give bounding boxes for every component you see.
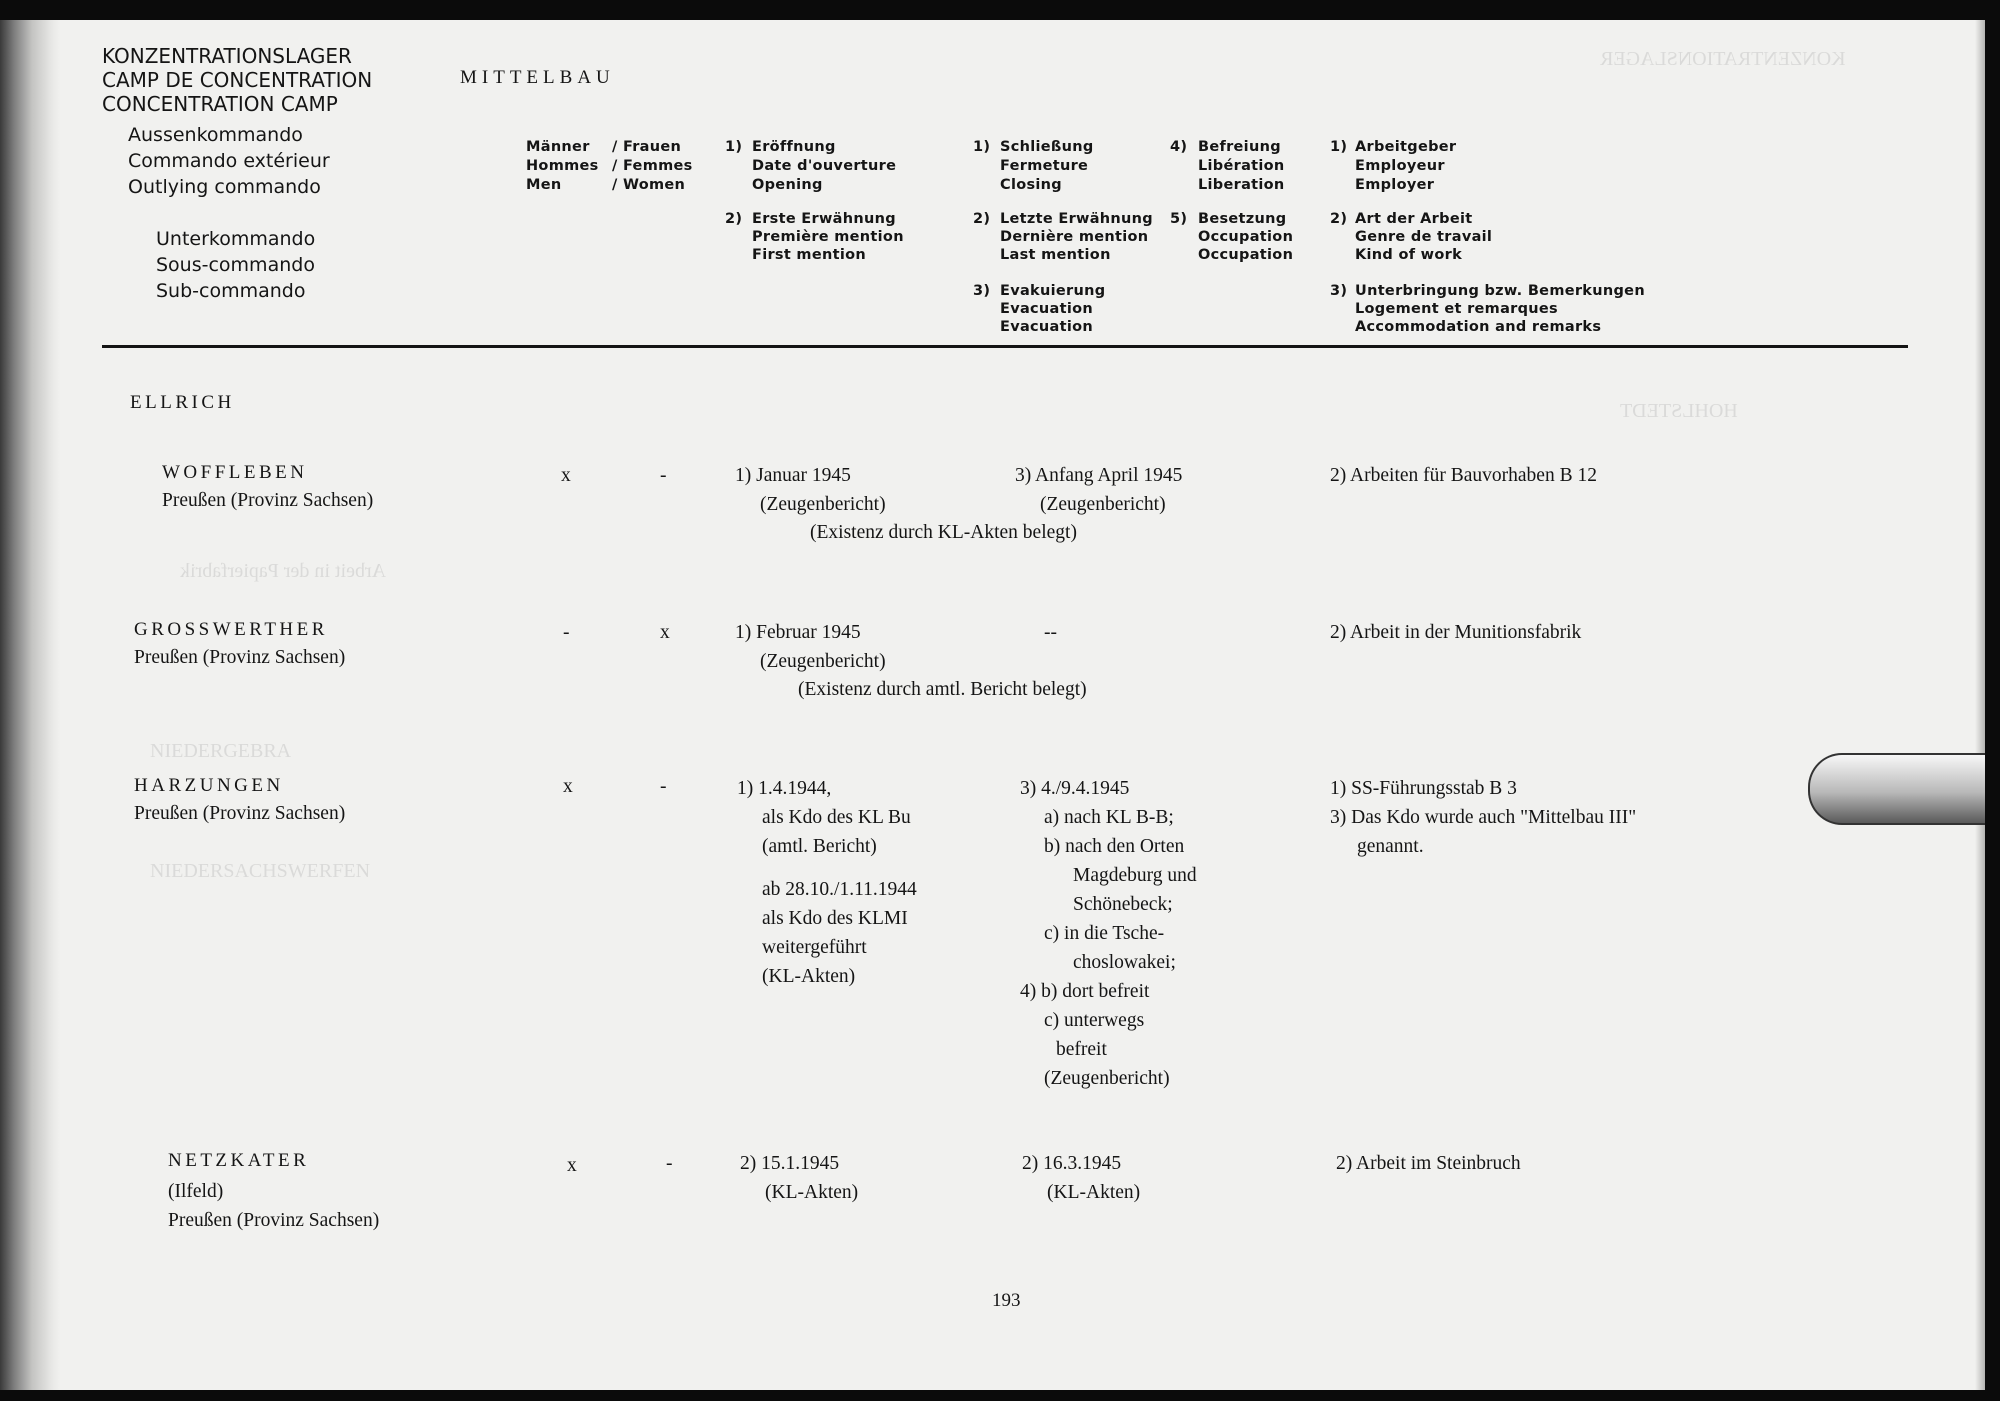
remarks: 2) Arbeiten für Bauvorhaben B 12 bbox=[1330, 465, 1597, 486]
col-men-en: Men bbox=[526, 177, 562, 193]
col-work-num: 2) bbox=[1330, 211, 1348, 227]
col-liberation-num: 4) bbox=[1170, 139, 1188, 155]
col-first-mention-fr: Première mention bbox=[752, 229, 904, 245]
page-number: 193 bbox=[992, 1290, 1021, 1311]
liberation-detail: c) unterwegs bbox=[1044, 1010, 1145, 1031]
sub-label-en: Sub-commando bbox=[156, 280, 306, 302]
col-work-fr: Genre de travail bbox=[1355, 229, 1493, 245]
col-occupation-en: Occupation bbox=[1198, 247, 1294, 263]
opening-date: 2) 15.1.1945 bbox=[740, 1153, 840, 1174]
col-first-mention-num: 2) bbox=[725, 211, 743, 227]
men-mark: x bbox=[563, 776, 573, 797]
subcamp-region: Preußen (Provinz Sachsen) bbox=[162, 490, 374, 511]
women-mark: x bbox=[660, 622, 670, 643]
women-mark: - bbox=[660, 465, 667, 486]
col-closing-de: Schließung bbox=[1000, 139, 1094, 155]
col-women-en: / Women bbox=[612, 177, 686, 193]
col-men-fr: Hommes bbox=[526, 158, 599, 174]
closing-source: (Zeugenbericht) bbox=[1044, 1068, 1170, 1089]
opening-date: 1) 1.4.1944, bbox=[737, 778, 832, 799]
book-gutter-shadow bbox=[0, 20, 60, 1390]
bleed-through-text: HOHLSTEDT bbox=[1620, 400, 1738, 422]
subcamp-name: NETZKATER bbox=[168, 1150, 310, 1171]
col-last-mention-en: Last mention bbox=[1000, 247, 1111, 263]
document-page bbox=[0, 20, 1985, 1390]
opening-source: (Zeugenbericht) bbox=[760, 494, 886, 515]
existence-note: (Existenz durch KL-Akten belegt) bbox=[810, 522, 1077, 543]
col-occupation-de: Besetzung bbox=[1198, 211, 1287, 227]
opening-continued: (KL-Akten) bbox=[762, 966, 856, 987]
col-employer-de: Arbeitgeber bbox=[1355, 139, 1457, 155]
bleed-through-text: KONZENTRATIONSLAGER bbox=[1600, 48, 1846, 70]
closing-source: (Zeugenbericht) bbox=[1040, 494, 1166, 515]
liberation-detail: befreit bbox=[1056, 1039, 1107, 1060]
opening-source: (KL-Akten) bbox=[765, 1182, 859, 1203]
liberation-detail: 4) b) dort befreit bbox=[1020, 981, 1150, 1002]
men-mark: x bbox=[561, 465, 571, 486]
opening-detail: als Kdo des KL Bu bbox=[762, 807, 911, 828]
camp-name: MITTELBAU bbox=[460, 67, 615, 88]
closing-detail: Magdeburg und bbox=[1073, 865, 1197, 886]
opening-continued: ab 28.10./1.11.1944 bbox=[762, 879, 917, 900]
camp-title-fr: CAMP DE CONCENTRATION bbox=[102, 68, 373, 92]
closing-detail: b) nach den Orten bbox=[1044, 836, 1185, 857]
women-mark: - bbox=[666, 1153, 673, 1174]
col-accommodation-en: Accommodation and remarks bbox=[1355, 319, 1602, 335]
col-occupation-num: 5) bbox=[1170, 211, 1188, 227]
header-divider bbox=[102, 345, 1908, 348]
main-camp-name: ELLRICH bbox=[130, 392, 235, 413]
col-opening-de: Eröffnung bbox=[752, 139, 836, 155]
subcamp-name: GROSSWERTHER bbox=[134, 619, 328, 640]
men-mark: x bbox=[567, 1155, 577, 1176]
col-women-de: / Frauen bbox=[612, 139, 682, 155]
col-accommodation-de: Unterbringung bzw. Bemerkungen bbox=[1355, 283, 1645, 299]
remarks: genannt. bbox=[1357, 836, 1424, 857]
col-employer-num: 1) bbox=[1330, 139, 1348, 155]
col-opening-fr: Date d'ouverture bbox=[752, 158, 897, 174]
remarks: 3) Das Kdo wurde auch "Mittelbau III" bbox=[1330, 807, 1637, 828]
col-employer-fr: Employeur bbox=[1355, 158, 1445, 174]
opening-source: (amtl. Bericht) bbox=[762, 836, 877, 857]
remarks: 2) Arbeit im Steinbruch bbox=[1336, 1153, 1521, 1174]
col-men-de: Männer bbox=[526, 139, 590, 155]
bleed-through-text: Arbeit in der Papierfabrik bbox=[180, 560, 387, 582]
col-women-fr: / Femmes bbox=[612, 158, 693, 174]
col-occupation-fr: Occupation bbox=[1198, 229, 1294, 245]
sub-label-de: Unterkommando bbox=[156, 228, 316, 250]
closing-detail: c) in die Tsche- bbox=[1044, 923, 1165, 944]
col-work-en: Kind of work bbox=[1355, 247, 1463, 263]
outlying-label-fr: Commando extérieur bbox=[128, 150, 330, 172]
outlying-label-de: Aussenkommando bbox=[128, 124, 303, 146]
subcamp-region: Preußen (Provinz Sachsen) bbox=[134, 647, 346, 668]
col-evacuation-en: Evacuation bbox=[1000, 319, 1094, 335]
col-evacuation-fr: Evacuation bbox=[1000, 301, 1094, 317]
remarks: 2) Arbeit in der Munitionsfabrik bbox=[1330, 622, 1582, 643]
col-work-de: Art der Arbeit bbox=[1355, 211, 1473, 227]
col-first-mention-en: First mention bbox=[752, 247, 866, 263]
closing-detail: a) nach KL B-B; bbox=[1044, 807, 1174, 828]
women-mark: - bbox=[660, 776, 667, 797]
opening-continued: als Kdo des KLMI bbox=[762, 908, 908, 929]
col-opening-en: Opening bbox=[752, 177, 823, 193]
col-employer-en: Employer bbox=[1355, 177, 1435, 193]
closing-source: (KL-Akten) bbox=[1047, 1182, 1141, 1203]
opening-date: 1) Februar 1945 bbox=[735, 622, 861, 643]
camp-title-en: CONCENTRATION CAMP bbox=[102, 92, 338, 116]
opening-source: (Zeugenbericht) bbox=[760, 651, 886, 672]
col-evacuation-de: Evakuierung bbox=[1000, 283, 1106, 299]
col-evacuation-num: 3) bbox=[973, 283, 991, 299]
page-clip bbox=[1808, 753, 1985, 825]
bleed-through-text: NIEDERGEBRA bbox=[150, 740, 292, 762]
col-accommodation-fr: Logement et remarques bbox=[1355, 301, 1558, 317]
subcamp-region: (Ilfeld) bbox=[168, 1181, 224, 1202]
opening-continued: weitergeführt bbox=[762, 937, 867, 958]
col-liberation-de: Befreiung bbox=[1198, 139, 1281, 155]
subcamp-name: HARZUNGEN bbox=[134, 775, 284, 796]
subcamp-region: Preußen (Provinz Sachsen) bbox=[134, 803, 346, 824]
closing-date: -- bbox=[1044, 622, 1057, 643]
subcamp-region: Preußen (Provinz Sachsen) bbox=[168, 1210, 380, 1231]
col-liberation-en: Liberation bbox=[1198, 177, 1285, 193]
closing-date: 2) 16.3.1945 bbox=[1022, 1153, 1122, 1174]
col-last-mention-de: Letzte Erwähnung bbox=[1000, 211, 1153, 227]
col-closing-num: 1) bbox=[973, 139, 991, 155]
closing-date: 3) 4./9.4.1945 bbox=[1020, 778, 1130, 799]
bleed-through-text: NIEDERSACHSWERFEN bbox=[150, 860, 371, 882]
closing-detail: Schönebeck; bbox=[1073, 894, 1173, 915]
existence-note: (Existenz durch amtl. Bericht belegt) bbox=[798, 679, 1087, 700]
closing-detail: choslowakei; bbox=[1073, 952, 1176, 973]
closing-date: 3) Anfang April 1945 bbox=[1015, 465, 1183, 486]
col-first-mention-de: Erste Erwähnung bbox=[752, 211, 896, 227]
opening-date: 1) Januar 1945 bbox=[735, 465, 851, 486]
remarks: 1) SS-Führungsstab B 3 bbox=[1330, 778, 1517, 799]
page-edge-shadow bbox=[1975, 20, 1985, 1390]
men-mark: - bbox=[563, 622, 570, 643]
subcamp-name: WOFFLEBEN bbox=[162, 462, 308, 483]
col-last-mention-fr: Dernière mention bbox=[1000, 229, 1149, 245]
col-closing-en: Closing bbox=[1000, 177, 1062, 193]
outlying-label-en: Outlying commando bbox=[128, 176, 321, 198]
col-liberation-fr: Libération bbox=[1198, 158, 1285, 174]
camp-title-de: KONZENTRATIONSLAGER bbox=[102, 44, 352, 68]
col-opening-num: 1) bbox=[725, 139, 743, 155]
col-closing-fr: Fermeture bbox=[1000, 158, 1089, 174]
col-accommodation-num: 3) bbox=[1330, 283, 1348, 299]
sub-label-fr: Sous-commando bbox=[156, 254, 315, 276]
col-last-mention-num: 2) bbox=[973, 211, 991, 227]
